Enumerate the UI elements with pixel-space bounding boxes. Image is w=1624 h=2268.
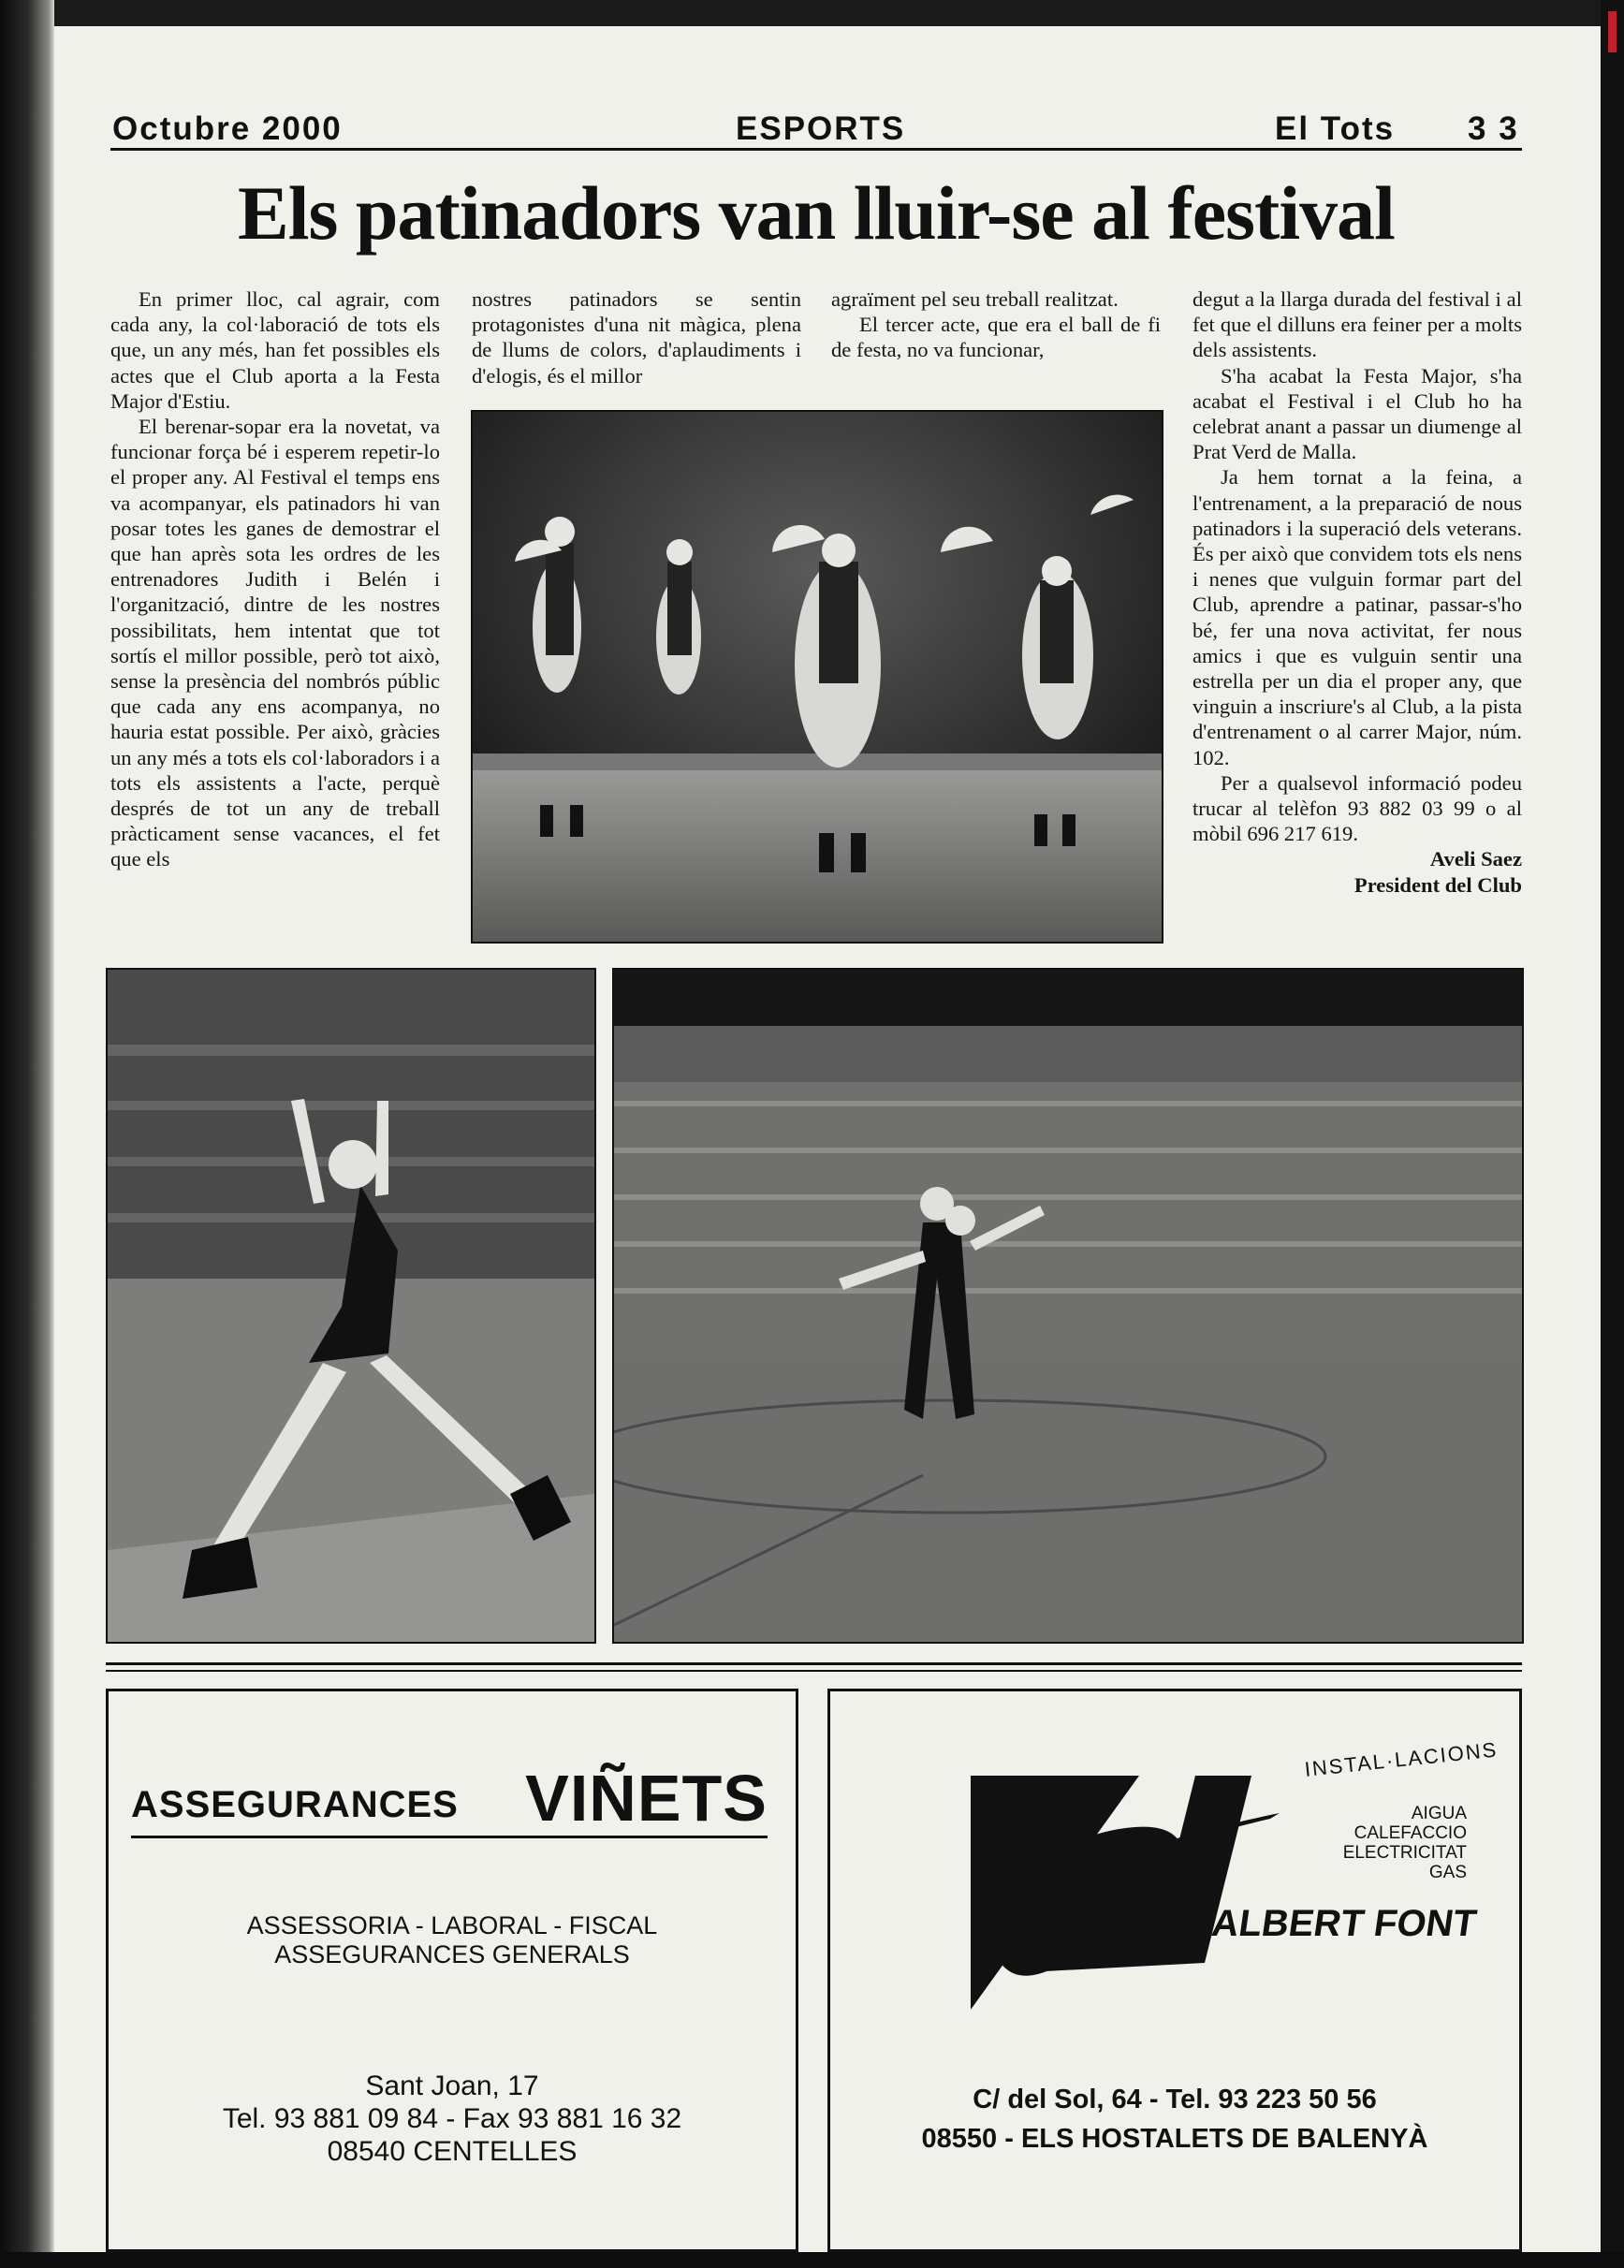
paragraph: S'ha acabat la Festa Major, s'ha acabat el Festival i el Club ho ha celebrat anant a passar un diumenge al Prat Verd de Malla. <box>1192 363 1522 464</box>
paragraph: El tercer acte, que era el ball de fi de festa, no va funcionar, <box>831 313 1161 362</box>
paragraph: degut a la llarga durada del festival i al fet que el dilluns era feiner per a molts dels assistents. <box>1192 287 1522 362</box>
paragraph: nostres patinadors se sentin protagonistes d'una nit màgica, plena de llums de colors, d'aplaudiments i d'elogis, és el millor <box>472 287 801 388</box>
article-headline: Els patinadors van lluir-se al festival <box>238 170 1395 256</box>
section-title: ESPORTS <box>736 110 906 147</box>
section-separator <box>106 1670 1522 1672</box>
ad-albert-font <box>827 1689 1522 2252</box>
scan-bottom-edge <box>0 2252 1624 2268</box>
photo-solo-skater <box>106 968 596 1644</box>
ad-city: 08550 - ELS HOSTALETS DE BALENYÀ <box>921 2124 1428 2154</box>
ad-brand: ALBERT FONT <box>1208 1903 1480 1944</box>
albert-font-logo-icon <box>971 1757 1280 2010</box>
author-role: President del Club <box>1353 872 1522 897</box>
scan-right-edge <box>1601 0 1624 2268</box>
ad-address: C/ del Sol, 64 - Tel. 93 223 50 56 <box>973 2085 1377 2114</box>
ad-service-item: ELECTRICITAT <box>1342 1843 1467 1863</box>
article-column-2 <box>472 286 801 388</box>
article-column-4 <box>1192 286 1522 898</box>
ad-service-item: CALEFACCIO <box>1353 1823 1467 1843</box>
author-name: Aveli Saez <box>1429 847 1522 871</box>
ad-services-line1: ASSESSORIA - LABORAL - FISCAL <box>246 1911 658 1939</box>
ad-brand-name: VIÑETS <box>525 1762 768 1835</box>
scan-binding-edge <box>0 0 54 2268</box>
ad-city: 08540 CENTELLES <box>327 2136 578 2167</box>
publication-name: El Tots <box>1275 110 1396 147</box>
paragraph: agraïment pel seu treball realitzat. <box>831 287 1119 311</box>
article-column-1 <box>110 286 440 872</box>
ad-brand-prefix: ASSEGURANCES <box>131 1784 459 1825</box>
ad-rule <box>131 1836 768 1838</box>
ad-phone: Tel. 93 881 09 84 - Fax 93 881 16 32 <box>222 2103 682 2134</box>
ad-service-item: GAS <box>1428 1863 1467 1882</box>
paragraph: En primer lloc, cal agrair, com cada any, la col·laboració de tots els que, un any més, han fet possibles els actes que el Club aporta a la Festa Major d'Estiu. <box>110 287 440 413</box>
paragraph: Per a qualsevol informació podeu trucar al telèfon 93 882 03 99 o al mòbil 696 217 619. <box>1192 770 1522 846</box>
paragraph: El berenar-sopar era la novetat, va funcionar força bé i esperem repetir-lo el proper any. Al Festival el temps ens va acompanyar, els patinadors hi van posar totes les ganes de demostrar el que han après sota les ordres de les entrenadores Judith i Belén i l'organització, dintre de les nostres possibilitats, hem intentat que tot sortís el millor possible, però tot això, sense la presència del nombrós públic que cada any ens acompanya, no hauria estat possible. Per això, gràcies un any més a tots els col·laboradors i a tots els assistents a l'acte, perquè després de tot un any de treball pràcticament sense vacances, el fet que els <box>110 415 440 871</box>
ad-services-line2: ASSEGURANCES GENERALS <box>274 1940 630 1968</box>
ad-assegurances-vinets <box>106 1689 798 2252</box>
scan-color-marker <box>1608 11 1617 52</box>
section-separator <box>106 1662 1522 1665</box>
ad-address: Sant Joan, 17 <box>365 2070 539 2101</box>
paragraph: Ja hem tornat a la feina, a l'entrenament, a la preparació de nous patinadors i la superació dels veterans. És per això que convidem tots els nens i nenes que vulguin formar part del Club, aprendre a patinar, passar-s'ho bé, fer una nova activitat, fer nous amics i que es vulguin sentir una estrella per un dia el proper any, que vinguin a inscriure's al Club, a la pista d'entrenament o al carrer Major, núm. 102. <box>1192 465 1522 769</box>
page-number: 3 3 <box>1468 110 1519 147</box>
article-column-3 <box>831 286 1161 363</box>
photo-pair-skaters <box>612 968 1524 1644</box>
photo-fan-dance <box>471 410 1163 944</box>
issue-date: Octubre 2000 <box>112 110 343 147</box>
header-rule <box>110 148 1522 151</box>
ad-service-item: AIGUA <box>1411 1804 1467 1823</box>
ad-installations: INSTAL·LACIONS <box>1303 1737 1500 1781</box>
